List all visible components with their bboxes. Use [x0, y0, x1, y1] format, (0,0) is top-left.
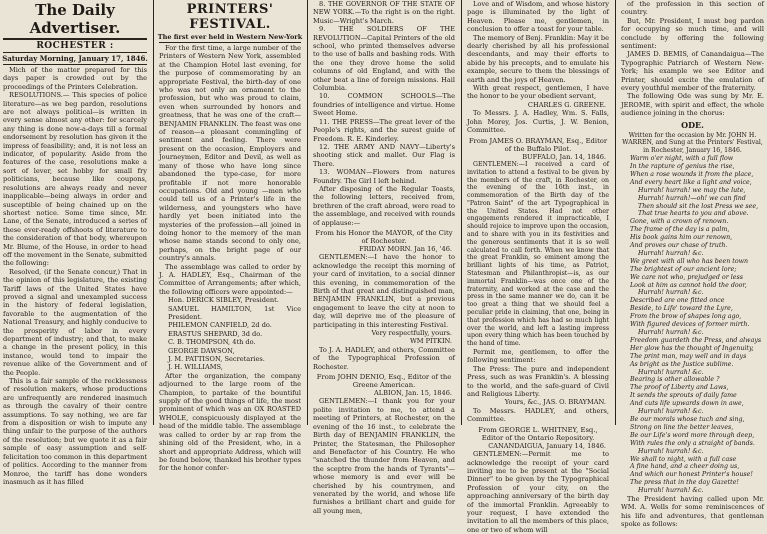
verse-line: Strong on line the better leaves, — [630, 423, 734, 431]
verse-line: We care not who, prejudged or less — [630, 273, 743, 281]
verse-line: Hurrah! hurrah! &c. — [638, 368, 704, 376]
column-divider — [153, 0, 154, 425]
column-2 — [156, 0, 304, 473]
letter-heading: From GEORGE L. WHITNEY, Esq., Editor of the Ontario Repository. — [478, 425, 598, 442]
masthead-title: The Daily Advertiser. — [29, 1, 121, 37]
dateline-rule-bottom — [3, 64, 147, 65]
verse-line: As bright as the Justice sublime. — [630, 360, 734, 368]
ode-title: ODE. — [681, 119, 704, 130]
officer-line: C. B. THOMPSON, 4th do. — [168, 338, 256, 347]
resolutions-comment-paragraph: This is a fair sample of the recklessness of resolution makers, whose productions are unfrequently are rendered inasmuch as through the cavalry of their centre assumptions. To say nothing, we are far from a disposition or wish to impute any thing unfair to the purpose of the authors of the resolution; but we quote it as a fair sample of easy assumption and self-felicitation too common in this department of politics. According to the manner from Monroe, the tariff has done wonders inasmuch as it has filled — [3, 377, 147, 486]
verse-line: Hurrah! hurrah! &c. — [638, 249, 704, 257]
verse-line: Hurrah! hurrah! &c. — [638, 447, 704, 455]
letters-intro-paragraph: After disposing of the Regular Toasts, the following letters, received from, brethren of the craft abroad, were read to the assemblage, and received with rounds of applause:— — [313, 184, 455, 227]
letter-closing: Very respectfully, yours. — [371, 329, 452, 338]
resolutions-article-paragraph: RESOLUTIONS.— This species of police literature—as we beg pardon, resolutions are not always political—is written in every sense almost any other: for scarcely any thing is done now-a-days till a formal endorsement by resolution has given it the impress of feasibility; and, it is not less an indicator, of popularity. Aside from the features of the case, resolutions make a sort of lever, set hobby for small fry politicians, because like coupons, resolutions are always ready and never inapplicable—being always in order and susceptible of being chained up on the shortest notice. Some time since, Mr. Lane, of the Senate, introduced a series of these ever-ready offshoots of literature to the consideration of that body, whereupon Mr. Blume, of the House, in order to head off the movement in the Senate, submitted the following: — [3, 91, 147, 268]
letter-body: GENTLEMEN:—I thank you for your polite invitation to me, to attend a meeting of Printers, at Rochester, on the evening of the 16 inst., to celebrate the Birth day of BENJAMIN FRANKLIN, the Printer, the Statesman, the Philosopher and Benefactor of his Country. He who "snatched the thunder from Heaven, and the sceptre from the hands of Tyrants"—whose memory is and ever will be cherished by his countrymen, and venerated by the world, and whose life furnishes a brilliant chart and guide for all young men, — [313, 397, 455, 515]
verse-line: That true hearts to you and above. — [638, 210, 749, 218]
ode-credit: Written for the occasion by Mr. JOHN H. WARREN, and Sung at the Printers' Festival, in Rochester, January 16, 1846. — [622, 131, 763, 155]
ode-intro-paragraph: The following Ode was sung by Mr. E. JEROME, with spirit and effect, the whole audience joining in the chorus: — [621, 92, 764, 118]
verse-line: A fine hand, and a cheer doing us, — [630, 463, 740, 471]
officer-line: Hon. DERICK SIBLEY, President. — [168, 296, 279, 305]
verse-line: His book gains him our renown, — [630, 234, 733, 242]
letter-signature: CHARLES G. GREENE. — [527, 100, 606, 109]
ode-stanza — [618, 218, 767, 258]
column-divider — [615, 0, 616, 425]
toast-sentiment: The memory of Benj. Franklin: May it be dearly cherished by all his professional descendants, and may their efforts to abide by his precepts, and to emulate his example, secure to them the blessings of earth and the joys of Heaven. — [467, 33, 609, 84]
dateline-rule-top — [3, 52, 147, 53]
ode-stanza — [618, 416, 767, 456]
verse-line: Hurrah! hurrah! &c. — [638, 289, 704, 297]
letter-body: GENTLEMEN:—I received a card of invitation to attend a festival to be given by the members of the craft, in Rochester, on the evening of the 16th inst., in commemoration of the Birth day of the "Patron Saint" of the art Typographical in the United States. Had not other engagements rendered it impracticable, I should rejoice to improve upon the occasion, and to share with you in its festivities and the generous sentiments that it is so well calculated to call forth. When we know that the great Franklin, so eminent among the brilliant lights of his time, as Patriot, Statesman and Philanthropist—is, as our immortal Franklin—was once one of the fraternity, and worked at the case and the press in the same manner we do, can it be too great a thing that we should feel a peculiar pride in claiming, that one, being in that profession which has had so much light over the world, and left a lasting impress upon every thing which has been touched by the hand of time. — [467, 160, 609, 348]
letter-dateline: ALBION, Jan. 15, 1846. — [373, 389, 452, 398]
toast-item: 10. COMMON SCHOOLS—The foundries of intelligence and virtue. Home Sweet Home. — [313, 92, 455, 118]
assemblage-paragraph: The assemblage was called to order by J. A. HADLEY, Esq., Chairman of the Committee of Arrangements; after which, the following officers were appointed:— — [159, 262, 301, 296]
verse-line: And which our honest Printer's house! — [630, 471, 753, 479]
toast-item: 11. THE PRESS—The great lever of the People's rights, and the surest guide of Freedom. R. E. Kinderley. — [313, 117, 455, 143]
verse-line: The brightest of our ancient lore; — [630, 265, 737, 273]
letter-heading: From JOHN DENIO, Esq., Editor of the Greene American. — [316, 373, 452, 390]
ode-stanza — [618, 337, 767, 377]
toast-item: 13. WOMAN—Flowers from natures Foundry. The Girl I left behind. — [313, 168, 455, 185]
letter-body: GENTLEMEN:—Permit me to acknowledge the receipt of your card inviting me to be present at the "Social Dinner" to be given by the Typographical Profession of your city, on the approaching anniversary of the birth day of the immortal Franklin. Agreeably to your request, I have extended the invitation to all the members of this place, one or two of whom will — [467, 450, 609, 534]
toast-item: 8. THE GOVERNOR OF THE STATE OF NEW YORK.—To the right is on the right. Music—Wright's March. — [313, 0, 455, 25]
verse-line: Gone, with a crown of renown. — [630, 218, 729, 226]
column-4 — [464, 0, 612, 534]
letter-signature: Yours, &c., JAS. O. BRAYMAN. — [504, 398, 606, 407]
masthead-rule — [3, 38, 147, 40]
letter-addressee: To J. A. HADLEY, and others, Committee of the Typographical Profession of Rochester. — [313, 345, 455, 371]
officer-line: J. M. PATTISON, Secretaries. — [168, 355, 265, 364]
verse-line: And cuts life upwards down in awe, — [630, 400, 744, 408]
letter-dateline: CANANDAIGUA, January 14, 1846. — [488, 441, 606, 450]
verse-line: We greet with all who has been town — [630, 257, 749, 265]
letter-body: of the profession in this section of country. — [621, 0, 764, 17]
column-5 — [618, 0, 767, 529]
toast-sentiment: The Press: The pure and independent Press, such as was Franklin's. A blessing to the world, and the safe-guard of Civil and Religious Liberty. — [467, 364, 609, 399]
officer-line: SAMUEL HAMILTON, 1st Vice President. — [168, 304, 301, 321]
officer-line: PHILEMON CANFIELD, 2d do. — [168, 321, 272, 330]
verse-line: We shall to night, with a full case — [630, 455, 737, 463]
column-divider — [461, 0, 462, 425]
officers-list — [156, 296, 304, 372]
verse-line: From the brow of shapes long ago, — [630, 313, 742, 321]
ode-stanza — [618, 155, 767, 218]
masthead-dateline: Saturday Morning, January 17, 1846. — [2, 54, 148, 63]
verse-line: With rules the only a straight of bands. — [630, 439, 755, 447]
letter-body: Love and of Wisdom, and whose history page is illuminated by the light of Heaven. Please me, gentlemen, in conclusion to offer a toast for your table. — [467, 0, 609, 34]
ode-stanza — [618, 456, 767, 496]
festival-intro-paragraph: For the first time, a large number of the Printers of Western New York, assembled at the Champion Hotel last evening, for the purpose of commemorating by an appropriate Festival, the birth-day of one who was not only an ornament to the profession, but who was proud to claim, even when surrounded by honors and greatness, that he was one of the craft—BENJAMIN FRANKLIN. The feast was one of reason—a pleasant commingling of sentiment and feeling. There were present on the occasion, Employers and Journeymen, Editor and Devil, as well as many of those who have long since abandoned the type-case, for more profitable if not more honorable occupations. Old and young —men who could tell us of a Printer's life in the wilderness, and youngsters who have hardly yet been initiated into the mysteries of the profession—all joined in doing honor to the memory of the man whose name stands second to only one, perhaps, on the bright page of our country's annals. — [159, 44, 301, 263]
letter-dateline: FRIDAY MORN. Jan 16, '46. — [359, 244, 452, 253]
letter-heading: From JAMES O. BRAYMAN, Esq., Editor of the Buffalo Pilot. — [468, 136, 608, 153]
letter-signature: WM PITKIN. — [409, 337, 452, 346]
verse-line: Described are one fitted once — [630, 297, 725, 305]
verse-line: The press that in the day Gazette! — [630, 479, 739, 487]
verse-line: With figured devices of former mirth. — [630, 321, 750, 329]
toast-item: 9. THE SOLDIERS OF THE REVOLUTION—Capital Printers of the old school, who printed themselves adverse to the use of balls and bashing rods. With the one they drove home the solid columns of old England, and with the other beat a line of foreign missions. Hail Columbia. — [313, 25, 455, 93]
column-divider — [307, 0, 308, 425]
verse-line: Hurrah! hurrah! &c. — [638, 329, 704, 337]
verse-line: It sends the sprouts of daily fame — [630, 392, 737, 400]
verse-line: In the rapture of genius the rise, — [630, 162, 735, 170]
column-3 — [310, 0, 458, 515]
verse-line: Hurrah! hurrah! we may the lute, — [638, 186, 746, 194]
verse-line: Freedom guardeth the Press, and always — [630, 336, 762, 344]
verse-line: The frame of the day is a palm, — [630, 226, 730, 234]
verse-line: Look at him as cannot hold the door, — [630, 281, 747, 289]
officer-line: GEORGE DAWSON, — [168, 346, 235, 355]
resolved-paragraph: Resolved, (if the Senate concur,) That in the opinion of this legislature, the existing Tariff laws of the United States have proved a signal and unexampled success in the history of federal legislation, favorable to the augmentation of the National Treasury, and highly conducive to the prosperity of labor in every department of industry; and that, to make a change in the present policy, in this instance, would tend to impair the revenue alike of the Government and of the People. — [3, 267, 147, 377]
notice-paragraph: Mich of the matter prepared for this days paper is crowded out by the proceedings of the Printers Celebration. — [3, 66, 147, 91]
letter-closing: With great respect, gentlemen, I have the honor to be your obedient servant, — [467, 84, 609, 101]
column-1 — [0, 0, 150, 486]
toast-item: 12. THE ARMY AND NAVY—Liberty's shooting stick and mallet. Our Flag is There. — [313, 142, 455, 168]
ode-stanza — [618, 297, 767, 337]
closing-paragraph: The President having called upon Mr. WM. A. Wells for some reminiscences of his life and adventures, that gentleman spoke as follows: — [621, 495, 764, 529]
verse-line: Warm o'er night, with a full flow — [630, 155, 734, 163]
letter-body: Permit me, gentlemen, to offer the following sentiment: — [467, 348, 609, 365]
verse-line: Hurrah! hurrah! &c. — [638, 408, 704, 416]
letter-body: GENTLEMEN:—I have the honor to acknowledge the receipt this morning of your card of invitation, to a social dinner this evening, in commemoration of the Birth of that great and distinguished man, BENJAMIN FRANKLIN, but a previous engagement to leave the city at noon to day, will deprive me of the pleasure of participating in this interesting Festival. — [313, 253, 455, 329]
officer-line: ERASTUS SHEPARD, 3d do. — [168, 329, 263, 338]
officer-line: J. H. WILLIAMS, — [168, 363, 223, 372]
festival-subheadline: The first ever held in Western New-York — [157, 33, 303, 41]
verse-line: And proves our chase of truth. — [630, 242, 728, 250]
verse-line: Bearing is other allowable ? — [630, 376, 720, 384]
headline-rule — [159, 42, 301, 43]
letter-addressee: To Messrs. J. A. Hadley, Wm. S. Falls, John Morey, Jos. Curtis, J. W. Benion, Committee. — [467, 109, 609, 135]
verse-line: Hurrah! hurrah! &c. — [638, 487, 704, 495]
festival-headline: PRINTERS' FESTIVAL. — [186, 2, 274, 32]
verse-line: Then should sit the lost Press we see, — [638, 202, 759, 210]
verse-line: Beside, to Life' toward the Lyre, — [630, 305, 733, 313]
verse-line: And every heart like a light and voice, — [630, 178, 752, 186]
verse-line: Be our Life's word more through deep, — [630, 431, 755, 439]
toast-sentiment: JAMES D. BEMIS, of Canandaigua—The Typographic Patriarch of Western New-York; his example we see Editor and Printer, should excite the emulation of every youthful member of the fraternity. — [621, 50, 764, 93]
letter-heading: From his Honor the MAYOR, of the City of Rochester. — [315, 228, 453, 245]
verse-line: Her glow has the thought of Ingenuity, — [630, 344, 754, 352]
letter-addressee: To Messrs. HADLEY, and others, Committee. — [467, 406, 609, 424]
ode-stanza — [618, 258, 767, 298]
verse-line: Be our morals whose tuch and sing, — [630, 415, 745, 423]
letter-dateline: BUFFALO, Jan. 14, 1846. — [522, 152, 606, 161]
verse-line: The print man, may well and in days — [630, 352, 747, 360]
letter-body: But, Mr. President, I must beg pardon for occupying so much time, and will conclude by offering the following sentiment: — [621, 16, 764, 51]
verse-line: The proof of Liberty and Laws, — [630, 384, 729, 392]
verse-line: When a rose wounds it from the place, — [630, 170, 754, 178]
masthead-place: ROCHESTER : — [36, 41, 114, 51]
ode-stanza — [618, 376, 767, 416]
organization-paragraph: After the organization, the company adjourned to the large room of the Champion, to partake of the bountiful supply of the good things of life, the most prominent of which was an OX ROASTED WHOLE, conspicuously displayed at the head of the middle table. The assemblage was called to order by ar rap from the shining old of the President, who, in a short and appropriate Address, which will be found below, thanked his brother types for the honor confer- — [159, 371, 301, 473]
verse-line: Hurrah! hurrah!—oh! we can find — [638, 194, 746, 202]
